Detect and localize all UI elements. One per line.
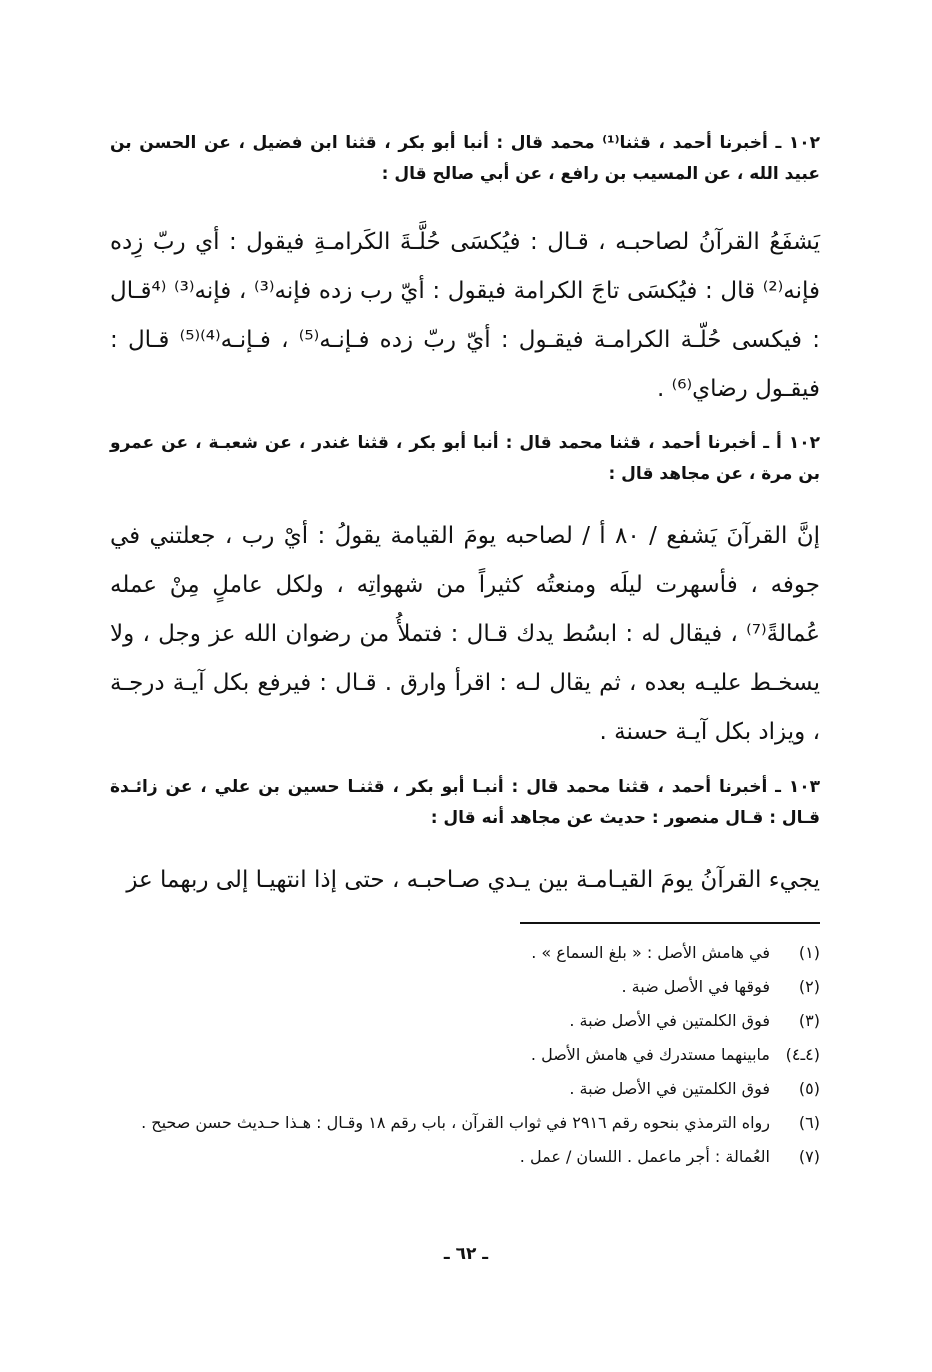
footnote-number: (٥) <box>798 1079 820 1098</box>
footnote-6 <box>110 1106 820 1140</box>
footnote-number: (٣) <box>798 1011 820 1030</box>
hadith-103-matn: يجيء القرآنُ يومَ القيـامـة بين يـدي صـاحبـه ، حتى إذا انتهيـا إلى ربهما عز <box>126 867 820 893</box>
footnote-2 <box>110 970 820 1004</box>
footnote-number: (٧) <box>798 1147 820 1166</box>
footnotes-list <box>110 936 820 1174</box>
footnote-text: العُمالة : أجر ماعمل . اللسان / عمل . <box>519 1147 770 1166</box>
footnote-text: فوق الكلمتين في الأصل ضبة . <box>569 1011 770 1030</box>
hadith-102a-matn: إنَّ القرآنَ يَشفع / ٨٠ أ / لصاحبه يومَ القيامة يقولُ : أيْ رب ، جعلتني في جوفه ، فأسهرت ليلَه ومنعتُه كثيراً من شهواتِه ، ولكل عاملٍ مِنْ عمله عُمالةً⁽⁷⁾ ، فيقال له : ابسُط يدك قـال : فتملأُ من رضوان الله عز وجل ، ولا يسخـط عليـه بعده ، ثم يقال لـه : اقرأ وارق . قـال : فيرفع بكل آيـة درجـة ، ويزاد بكل آيـة حسنة . <box>110 523 820 745</box>
footnote-text: في هامش الأصل : « بلغ السماع » . <box>531 943 770 962</box>
footnote-text: رواه الترمذي بنحوه رقم ٢٩١٦ في ثواب القرآن ، باب رقم ١٨ وقـال : هـذا حـديث حسن صحيح . <box>141 1113 770 1132</box>
footnote-1 <box>110 936 820 970</box>
footnote-7 <box>110 1140 820 1174</box>
hadith-102-isnad: ١٠٢ ـ أخبرنا أحمد ، قثنا⁽¹⁾ محمد قال : أنبا أبو بكر ، قثنا ابن فضيل ، عن الحسن بن عبيد الله ، عن المسيب بن رافع ، عن أبي صالح قال : <box>110 133 820 184</box>
footnote-4-4 <box>110 1038 820 1072</box>
footnote-number: (٢) <box>798 977 820 996</box>
footnote-3 <box>110 1004 820 1038</box>
hadith-103-isnad: ١٠٣ ـ أخبرنا أحمد ، قثنا محمد قال : أنبـا أبو بكر ، قثنـا حسين بن علي ، عن زائـدة قـال : قـال منصور : حديث عن مجاهد أنه قال : <box>110 777 820 828</box>
footnote-number: (٤ـ٤) <box>785 1045 820 1064</box>
footnote-5 <box>110 1072 820 1106</box>
footnote-text: مابينهما مستدرك في هامش الأصل . <box>530 1045 770 1064</box>
footnote-number: (٦) <box>798 1113 820 1132</box>
footnote-number: (١) <box>798 943 820 962</box>
page-number: ـ ٦٢ ـ <box>443 1244 489 1264</box>
footnote-text: فوق الكلمتين في الأصل ضبة . <box>569 1079 770 1098</box>
hadith-102a-isnad: ١٠٢ أ ـ أخبرنا أحمد ، قثنا محمد قال : أنبا أبو بكر ، قثنا غندر ، عن شعبـة ، عن عمرو بن مرة ، عن مجاهد قال : <box>110 433 820 484</box>
footnote-text: فوقها في الأصل ضبة . <box>621 977 770 996</box>
hadith-102-matn: يَشفَعُ القرآنُ لصاحبـه ، قـال : فيُكسَى حُلَّـةَ الكَرامـةِ فيقول : أي ربّ زِده فإنه⁽²⁾ قال : فيُكسَى تاجَ الكرامة فيقول : أيّ رب زده فإنه⁽³⁾ ، فإنه⁽³⁾ ⁽⁴قـال : فيكسى حُلّـة الكرامـة فيقـول : أيّ ربّ زده فـإنـه⁽⁵⁾ ، فـإنـه⁽⁴⁾⁽⁵⁾ قـال : فيقـول رضاي⁽⁶⁾ . <box>110 229 821 402</box>
footnote-divider <box>520 922 820 924</box>
